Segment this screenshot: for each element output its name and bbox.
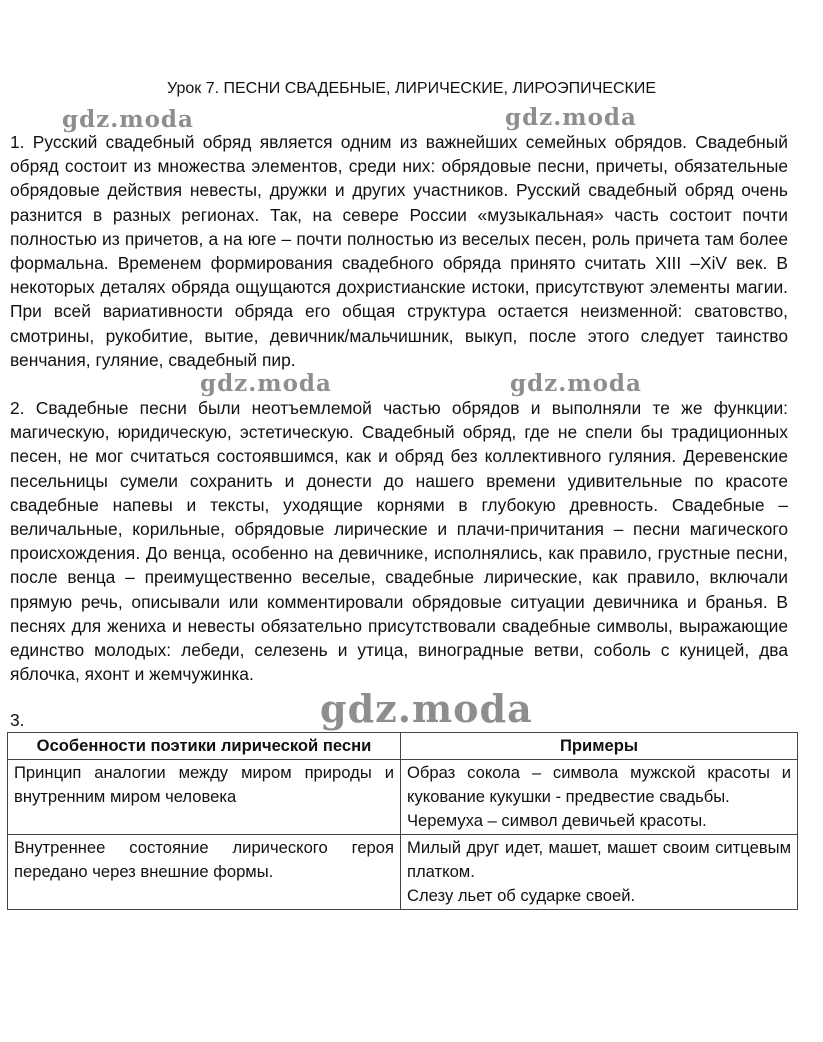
table-row — [8, 835, 798, 910]
feature-text: Принцип аналогии между миром природы и внутренним миром человека — [14, 763, 394, 806]
watermark-logo: gdz.moda — [505, 104, 637, 131]
paragraph-1 — [10, 130, 788, 372]
watermark-logo: gdz.moda — [200, 370, 332, 397]
paragraph-1-text: 1. Русский свадебный обряд является одним из важнейших семейных обрядов. Свадебный обряд состоит из множества элементов, среди них: обрядовые песни, причеты, обязательные обрядовые действия невесты, дружки и других участников. Русский свадебный обряд очень разнится в разных регионах. Так, на севере России «музыкальная» часть состоит почти полностью из причетов, а на юге – почти полностью из веселых песен, роль причета там более формальна. Временем формирования свадебного обряда принято считать XIII –XiV век. В некоторых деталях обряда ощущаются дохристианские истоки, присутствуют элементы магии. При всей вариативности обряда его общая структура остается неизменной: сватовство, смотрины, рукобитие, вытие, девичник/мальчишник, выкуп, после этого следует таинство венчания, гуляние, свадебный пир. — [10, 132, 788, 370]
watermark-logo: gdz.moda — [320, 686, 533, 731]
paragraph-3-number: 3. — [10, 710, 25, 730]
paragraph-2-text: 2. Свадебные песни были неотъемлемой частью обрядов и выполняли те же функции: магическую, юридическую, эстетическую. Свадебный обряд, где не спели бы традиционных песен, не мог считаться состоявшимся, как и обряд без коллективного гуляния. Деревенские песельницы сумели сохранить и донести до нашего времени удивительные по красоте свадебные напевы и тексты, уходящие корнями в глубокую древность. Свадебные – величальные, корильные, обрядовые лирические и плачи-причитания – песни магического происхождения. До венца, особенно на девичнике, исполнялись, как правило, грустные песни, после венца – преимущественно веселые, свадебные лирические, как правило, включали прямую речь, описывали или комментировали обрядовые ситуации девичника и бранья. В песнях для жениха и невесты обязательно присутствовали свадебные символы, выражающие единство молодых: лебеди, селезень и утица, виноградные ветви, соболь с куницей, два яблочка, яхонт и жемчужинка. — [10, 398, 788, 685]
feature-cell — [8, 835, 401, 910]
examples-cell — [401, 760, 798, 835]
example-text: Милый друг идет, машет, машет своим ситцевым платком. — [407, 838, 791, 881]
examples-cell — [401, 835, 798, 910]
example-text: Черемуха – символ девичьей красоты. — [407, 811, 707, 830]
watermark-logo: gdz.moda — [62, 106, 194, 133]
example-text: Слезу льет об сударке своей. — [407, 886, 636, 905]
header-examples: Примеры — [401, 733, 798, 760]
poetics-table — [7, 732, 798, 910]
paragraph-2 — [10, 396, 788, 686]
table-header-row — [8, 733, 798, 760]
feature-text: Внутреннее состояние лирического героя передано через внешние формы. — [14, 838, 394, 881]
table-row — [8, 760, 798, 835]
feature-cell — [8, 760, 401, 835]
header-features: Особенности поэтики лирической песни — [8, 733, 401, 760]
watermark-logo: gdz.moda — [510, 370, 642, 397]
lesson-title: Урок 7. ПЕСНИ СВАДЕБНЫЕ, ЛИРИЧЕСКИЕ, ЛИРОЭПИЧЕСКИЕ — [167, 80, 656, 97]
example-text: Образ сокола – символа мужской красоты и кукование кукушки - предвестие свадьбы. — [407, 763, 791, 806]
